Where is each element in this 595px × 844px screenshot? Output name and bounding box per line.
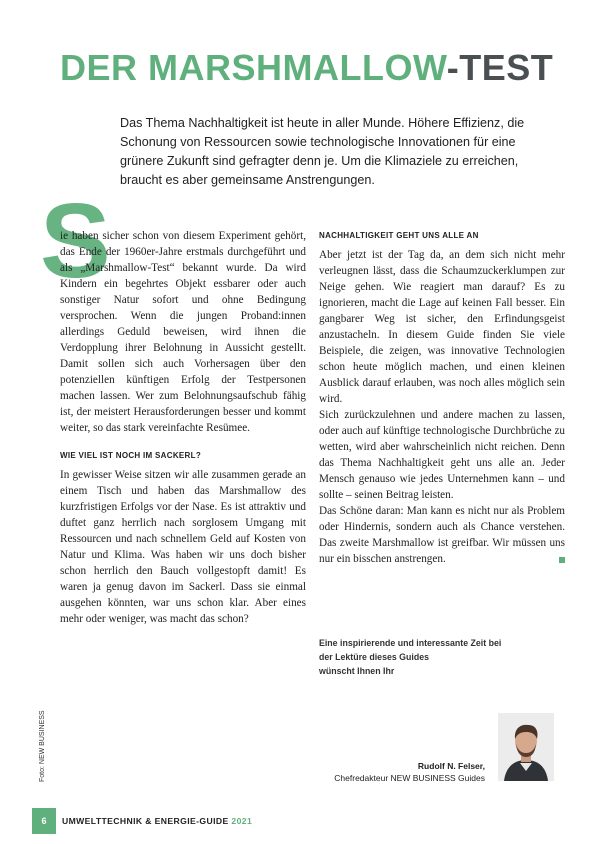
signature-name: Rudolf N. Felser, — [417, 761, 485, 771]
author-photo — [498, 713, 554, 781]
closing-greeting — [319, 636, 559, 678]
closing-line-2: der Lektüre dieses Guides — [319, 652, 430, 662]
right-column — [319, 228, 565, 567]
right-paragraph-2: Sich zurückzulehnen und andere machen zu lassen, oder auch auf künftige technologische Durchbrüche zu wetten, wird aber wahrscheinlich nicht reichen. Denn das Thema Nachhaltigkeit geht uns alle an. Jeder Mensch genauso wie jedes Unternehmen kann – und sollte – seinen Beitrag leisten. — [319, 409, 565, 501]
footer-label — [62, 816, 252, 826]
left-subhead: WIE VIEL IST NOCH IM SACKERL? — [60, 451, 202, 460]
author-portrait-icon — [498, 713, 554, 781]
right-paragraph-1: Aber jetzt ist der Tag da, an dem sich nicht mehr verleugnen lässt, dass die Schaumzuckerklumpen zur Neige gehen. Wie reagiert man darauf? Es zu ignorieren, macht die Lage auf keinen Fall besser. Ein gangbarer Weg ist sicher, den Erfindungsgeist anzustacheln. In diesem Guide finden Sie viele Beispiele, die zeigen, was innovative Technologien schon heute möglich machen, und einen kleinen Ausblick darauf erlauben, was noch alles möglich sein wird. — [319, 249, 565, 405]
right-paragraph-3-text: Das Schöne daran: Man kann es nicht nur als Problem oder Hindernis, sondern auch als Chance verstehen. Das zweite Marshmallow ist greifbar. Wir müssen uns nur ein bisschen anstrengen. — [319, 505, 565, 565]
left-paragraph-1: ie haben sicher schon von diesem Experiment gehört, das Ende der 1960er-Jahre erstmals durchgeführt und als „Marshmallow-Test“ bekannt wurde. Da wird Kindern ein begehrtes Objekt essbarer oder auch sonstiger Natur sofort und ohne Bedingung versprochen. Wenn die jungen Proband:innen allerdings Geduld beweisen, wird ihnen die Verdopplung ihrer Belohnung in Aussicht gestellt. Damit sollen sich auch Vorhersagen über den potenziellen künftigen Erfolg der Testpersonen machen lassen. Wer zum Belohnungsaufschub fähig ist, der meistert Herausforderungen besser und kommt weiter, so das stark vereinfachte Resümee. — [60, 230, 306, 434]
closing-line-3: wünscht Ihnen Ihr — [319, 666, 395, 676]
page-number: 6 — [32, 808, 56, 834]
page-title — [60, 47, 554, 88]
page-title-green: DER MARSHMALLOW — [60, 47, 447, 88]
right-paragraph-3 — [319, 503, 565, 567]
intro-paragraph: Das Thema Nachhaltigkeit ist heute in aller Munde. Höhere Effizienz, die Schonung von Ressourcen sowie technologische Innovationen für eine grünere Zukunft sind gefragter denn je. Um die Klimaziele zu erreichen, braucht es aber gemeinsame Anstrengungen. — [120, 116, 525, 187]
footer-year: 2021 — [231, 816, 253, 826]
end-square-icon — [559, 557, 565, 563]
photo-credit: Foto: NEW BUSINESS — [39, 710, 46, 782]
footer-guide-name: UMWELTTECHNIK & ENERGIE-GUIDE — [62, 816, 229, 826]
dropcap-letter: S — [40, 182, 111, 300]
closing-line-1: Eine inspirierende und interessante Zeit bei — [319, 638, 502, 648]
signature-role: Chefredakteur NEW BUSINESS Guides — [334, 773, 485, 783]
left-paragraph-2: In gewisser Weise sitzen wir alle zusammen gerade an einem Tisch und haben das Marshmallow des kurzfristigen Erfolgs vor der Nase. Es ist attraktiv und duftet ganz herrlich nach sorglosem Umgang mit Ressourcen und nach schnellem Geld auf Kosten von Natur und Klima. Was haben wir uns doch bisher schon herrlich den Bauch vollgestopft damit! Es waren ja genug davon im Sackerl. Dass sie einmal ausgehen könnten, war uns schon klar. Aber eines mehr oder weniger, was macht das schon? — [60, 469, 306, 625]
right-subhead: NACHHALTIGKEIT GEHT UNS ALLE AN — [319, 231, 479, 240]
left-column — [60, 228, 306, 627]
page-title-gray: -TEST — [446, 47, 554, 88]
